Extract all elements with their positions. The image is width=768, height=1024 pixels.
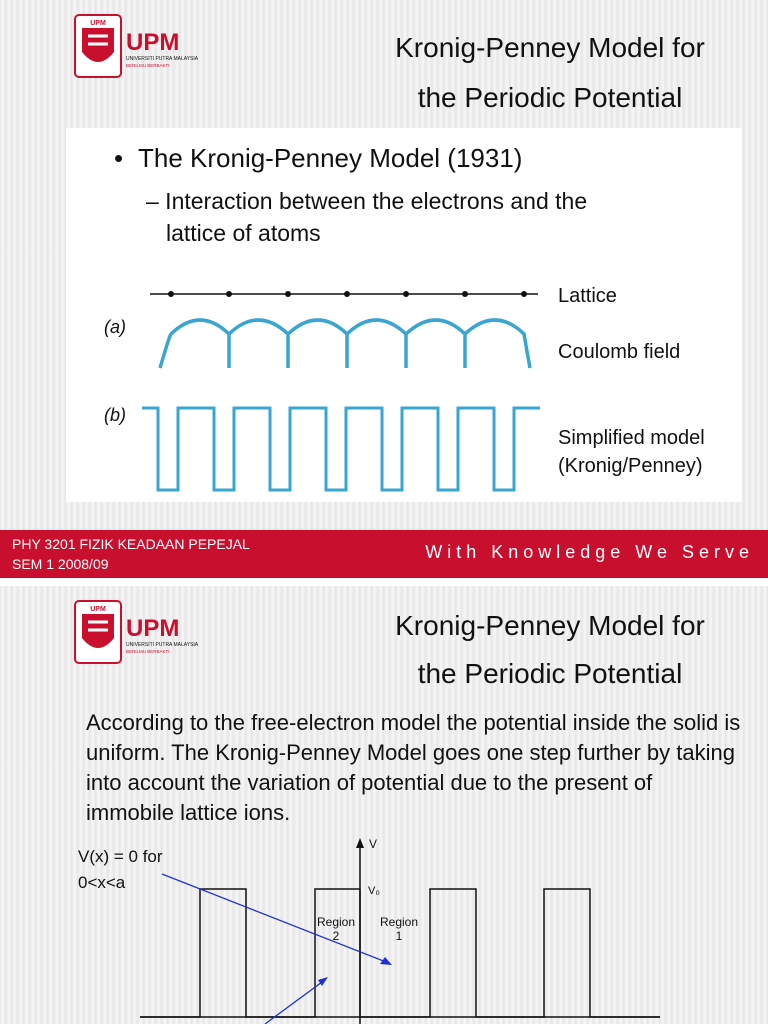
bullet-text: The Kronig-Penney Model (1931) [138,143,523,173]
note-line2: 0<x<a [78,873,126,892]
upm-logo [74,600,214,664]
slide-footer [0,530,768,578]
intro-paragraph: According to the free-electron model the potential inside the solid is uniform. The Kronig-Penney Model goes one step further by taking into account the variation of potential due to the present of immobile lattice ions. [86,710,741,825]
figure-label-a: (a) [104,317,126,337]
kronig-penney-figure [90,276,750,506]
kronig-penney-label: (Kronig/Penney) [558,455,703,477]
v-axis-arrow-icon [356,838,364,848]
upm-logo [74,14,214,78]
region2-label: Region [316,915,356,929]
bullet-dot-icon: • [114,143,124,173]
simplified-model-label: Simplified model [558,427,705,449]
region2-number: 2 [332,929,340,943]
course-info [12,534,250,574]
region1-label: Region [379,915,419,929]
figure-label-b: (b) [104,405,126,425]
logo-text: UPM [126,615,180,642]
slide-title-line2: the Periodic Potential [417,658,683,689]
logo-tagline: BERILMU BERBAKTI [126,649,170,654]
sub-bullet [146,185,706,249]
sub-bullet-line1: – Interaction between the electrons and the [146,188,588,214]
square-potential-wells [140,889,660,1017]
slide-2 [0,586,768,1024]
square-well-potential [142,408,540,490]
logo-badge-text: UPM [90,20,106,27]
bullet-point [114,143,522,174]
potential-diagram [0,826,768,1024]
logo-badge-text: UPM [90,606,106,613]
arrow-head-icon [318,977,328,986]
semester: SEM 1 2008/09 [12,556,109,572]
region1-number: 1 [395,929,403,943]
coulomb-field-curve [160,320,530,368]
sub-bullet-line2: lattice of atoms [166,220,321,246]
coulomb-field-label: Coulomb field [558,341,681,363]
lattice-label: Lattice [558,285,617,307]
v-axis-label: V [369,837,378,851]
slide-title-line1: Kronig-Penney Model for [395,32,705,63]
logo-tagline: BERILMU BERBAKTI [126,63,170,68]
logo-university: UNIVERSITI PUTRA MALAYSIA [126,56,199,62]
university-motto: With Knowledge We Serve [425,542,754,562]
slide-title-line2: the Periodic Potential [417,82,683,113]
logo-text: UPM [126,29,180,56]
slide-title-line1: Kronig-Penney Model for [395,610,705,641]
logo-university: UNIVERSITI PUTRA MALAYSIA [126,642,199,648]
course-code: PHY 3201 FIZIK KEADAAN PEPEJAL [12,536,250,552]
v0-label: V₀ [368,885,380,897]
note-line1: V(x) = 0 for [78,847,163,866]
slide-separator [0,578,768,586]
